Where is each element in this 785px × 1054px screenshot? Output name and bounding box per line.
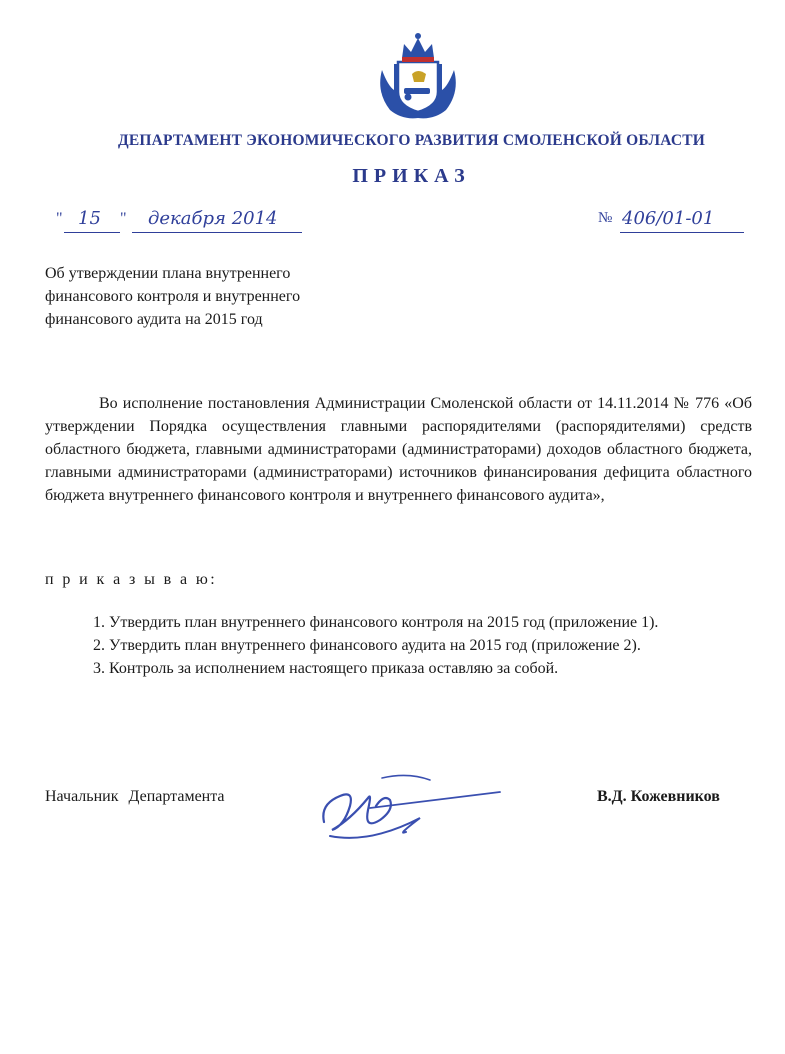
department-name: ДЕПАРТАМЕНТ ЭКОНОМИЧЕСКОГО РАЗВИТИЯ СМОЛЕНСКОЙ ОБЛАСТИ: [117, 132, 706, 149]
number-sign: №: [598, 210, 613, 226]
coat-of-arms-emblem: [372, 30, 464, 122]
handwritten-signature: [310, 770, 510, 850]
preamble-paragraph: Во исполнение постановления Администрации Смоленской области от 14.11.2014 № 776 «Об утверждении Порядка осуществления главными распорядителями (распорядителями) средств областного бюджета, главными администраторами (администраторами) доходов областного бюджета, главными администраторами (администраторами) источников финансирования дефицита областного бюджета внутреннего финансового контроля и внутреннего финансового аудита»,: [45, 395, 752, 504]
document-date: [56, 206, 306, 236]
number-value: 406/01-01: [622, 208, 715, 229]
document-subject: Об утверждении плана внутреннего финансового контроля и внутреннего финансового аудита на 2015 год: [45, 265, 301, 328]
signatory-title: Начальник Департамента: [45, 788, 225, 805]
order-item: 3. Контроль за исполнением настоящего приказа оставляю за собой.: [93, 660, 559, 677]
date-quote-open: ": [56, 210, 63, 227]
order-word: п р и к а з ы в а ю:: [45, 571, 218, 588]
order-items: [45, 611, 752, 680]
document-number: [598, 206, 748, 236]
signatory-name: В.Д. Кожевников: [597, 788, 720, 805]
document-type-title: ПРИКАЗ: [352, 165, 471, 187]
date-month-underline: [132, 232, 302, 233]
order-item: 1. Утвердить план внутреннего финансового контроля на 2015 год (приложение 1).: [93, 614, 659, 631]
date-day: 15: [78, 208, 101, 229]
date-month-year: декабря 2014: [148, 208, 278, 229]
date-quote-close: ": [120, 210, 127, 227]
date-day-underline: [64, 232, 120, 233]
number-underline: [620, 232, 744, 233]
order-item: 2. Утвердить план внутреннего финансового аудита на 2015 год (приложение 2).: [93, 637, 641, 654]
